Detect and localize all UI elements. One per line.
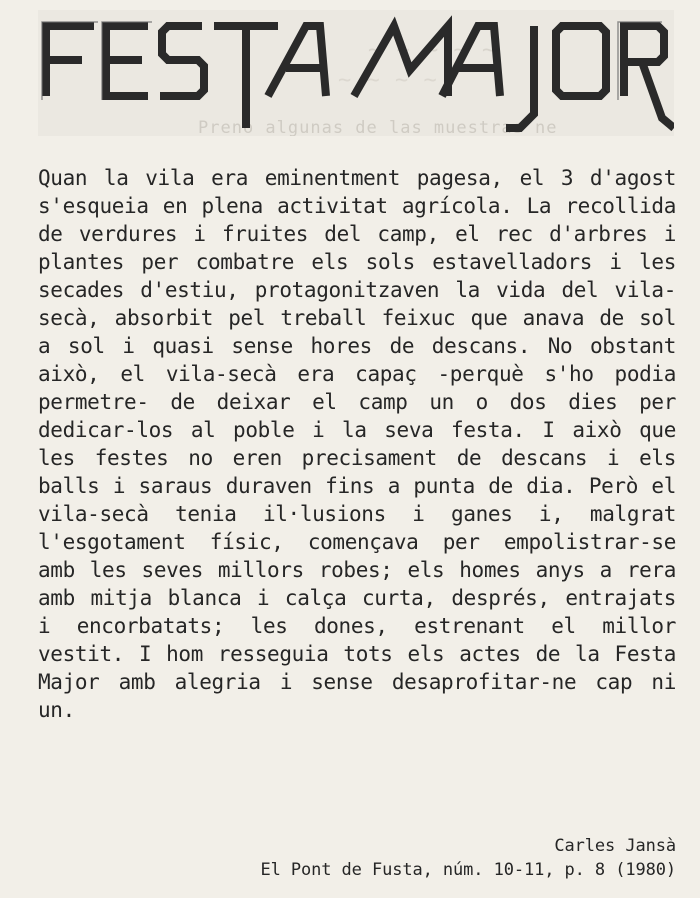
masthead-image [38, 10, 674, 136]
article-body: Quan la vila era eminentment pagesa, el 3 d'agost s'esqueia en plena activitat agrícola. La recollida de verdures i fruites del camp, el rec d'arbres i plantes per combatre els sols estavelladors i les secades d'estiu, protagonitzaven la vida del vila-secà, absorbit pel treball feixuc que anava de sol a sol i quasi sense hores de descans. No obstant això, el vila-secà era capaç -perquè s'ho podia permetre- de deixar el camp un o dos dies per dedicar-los al poble i la seva festa. I això que les festes no eren precisament de descans i els balls i saraus duraven fins a punta de dia. Però el vila-secà tenia il·lusions i ganes i, malgrat l'esgotament físic, començava per empolistrar-se amb les seves millors robes; els homes anys a rera amb mitja blanca i calça curta, després, entrajats i encorbatats; les dones, estrenant el millor vestit. I hom resseguia tots els actes de la Festa Major amb alegria i sense desaprofitar-ne cap ni un. [38, 166, 676, 722]
author-name: Carles Jansà [554, 836, 676, 856]
bleed-through-mark: ~ ~ ~ ~ [338, 68, 438, 93]
bleed-through-text: Preno algunas de las muestras ne [198, 118, 558, 136]
bleed-through-mark: ~ ~ ~ ~ ~ [368, 38, 497, 63]
source-citation: El Pont de Fusta, núm. 10-11, p. 8 (1980) [260, 860, 676, 880]
festa-major-title-logo [38, 10, 674, 136]
